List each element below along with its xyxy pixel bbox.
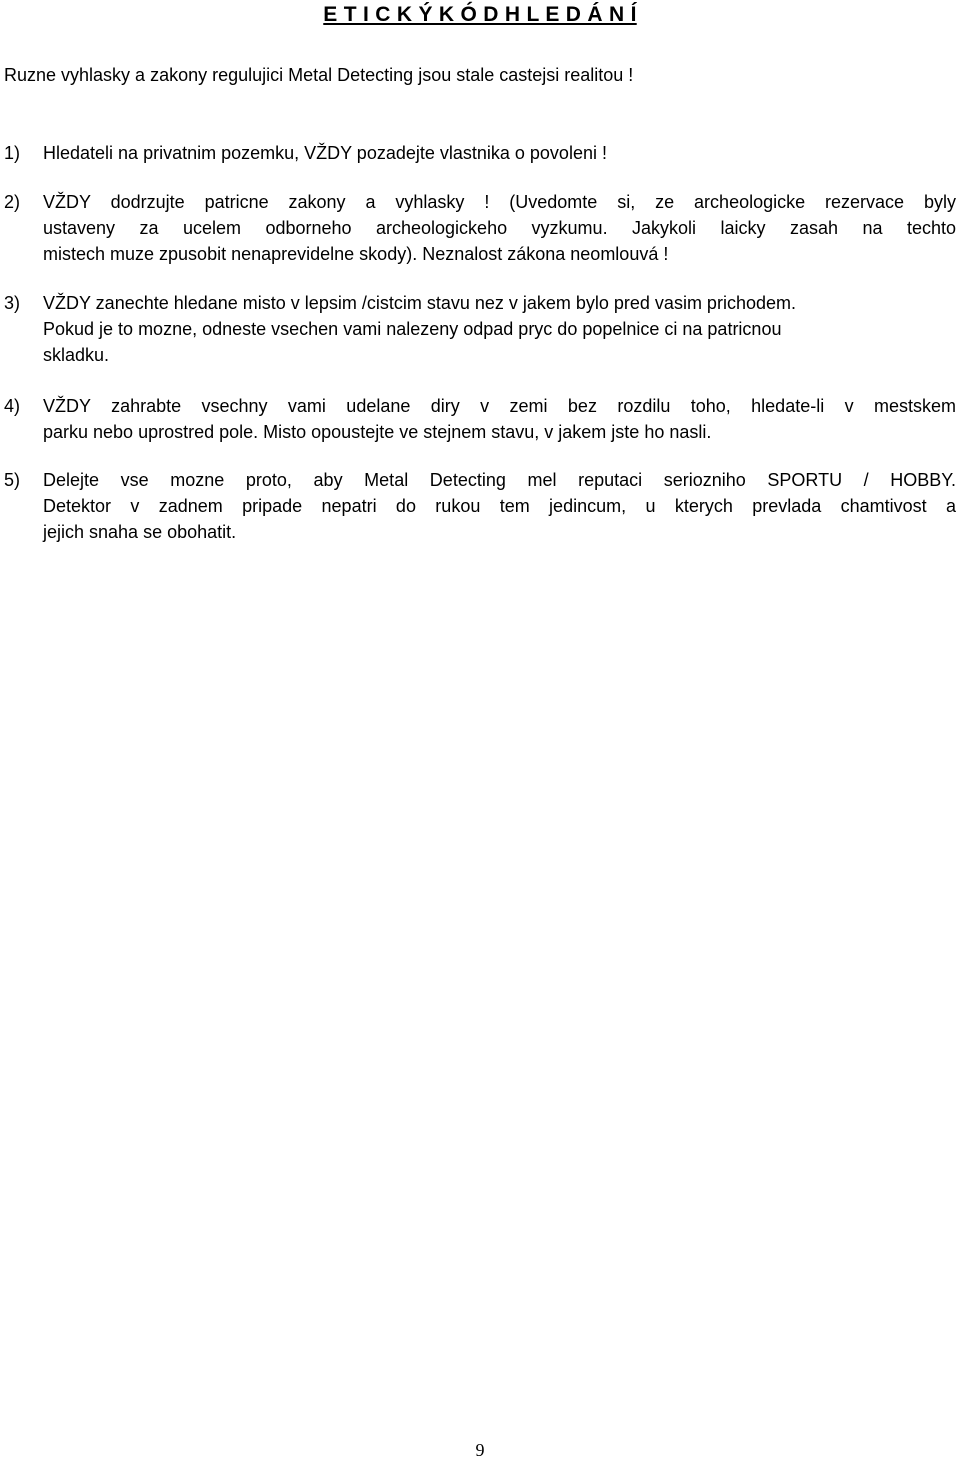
page-number: 9 [475,1440,485,1460]
list-item-body [43,393,956,445]
list-item-line: skladku. [43,345,110,365]
list-item-line: Pokud je to mozne, odneste vsechen vami nalezeny odpad pryc do popelnice ci na patricnou [43,319,782,339]
list-item-4 [4,393,956,445]
list-item-body [43,189,956,267]
list-item-line: Detektor v zadnem pripade nepatri do rukou tem jedincum, u kterych prevlada chamtivost a [43,496,956,516]
list-item-number: 5) [4,470,21,490]
list-item-number: 2) [4,192,21,212]
list-item-line: jejich snaha se obohatit. [43,522,237,542]
intro-paragraph: Ruzne vyhlasky a zakony regulujici Metal Detecting jsou stale castejsi realitou ! [4,65,634,85]
list-item-line: ustaveny za ucelem odborneho archeologickeho vyzkumu. Jakykoli laicky zasah na techto [43,218,956,238]
list-item-number: 4) [4,396,21,416]
document-title [0,2,960,28]
list-item-line: Delejte vse mozne proto, aby Metal Detecting mel reputaci seriozniho SPORTU / HOBBY. [43,470,956,490]
list-item-1 [4,140,956,166]
list-item-line: VŽDY zahrabte vsechny vami udelane diry v zemi bez rozdilu toho, hledate-li v mestskem [43,396,956,416]
list-item-3 [4,290,956,368]
list-item-line: Hledateli na privatnim pozemku, VŽDY pozadejte vlastnika o povoleni ! [43,143,607,163]
document-title-text: E T I C K Ý K Ó D H L E D Á N Í [323,3,637,26]
list-item-line: VŽDY zanechte hledane misto v lepsim /cistcim stavu nez v jakem bylo pred vasim prichodem. [43,293,796,313]
list-item-5 [4,467,956,545]
list-item-number: 3) [4,293,21,313]
list-item-line: VŽDY dodrzujte patricne zakony a vyhlasky ! (Uvedomte si, ze archeologicke rezervace byly [43,192,956,212]
list-item-2 [4,189,956,267]
list-item-line: mistech muze zpusobit nenaprevidelne skody). Neznalost zákona neomlouvá ! [43,244,669,264]
list-item-body [43,290,956,368]
list-item-line: parku nebo uprostred pole. Misto opoustejte ve stejnem stavu, v jakem jste ho nasli. [43,422,712,442]
list-item-body [43,140,956,166]
list-item-number: 1) [4,143,21,163]
list-item-body [43,467,956,545]
